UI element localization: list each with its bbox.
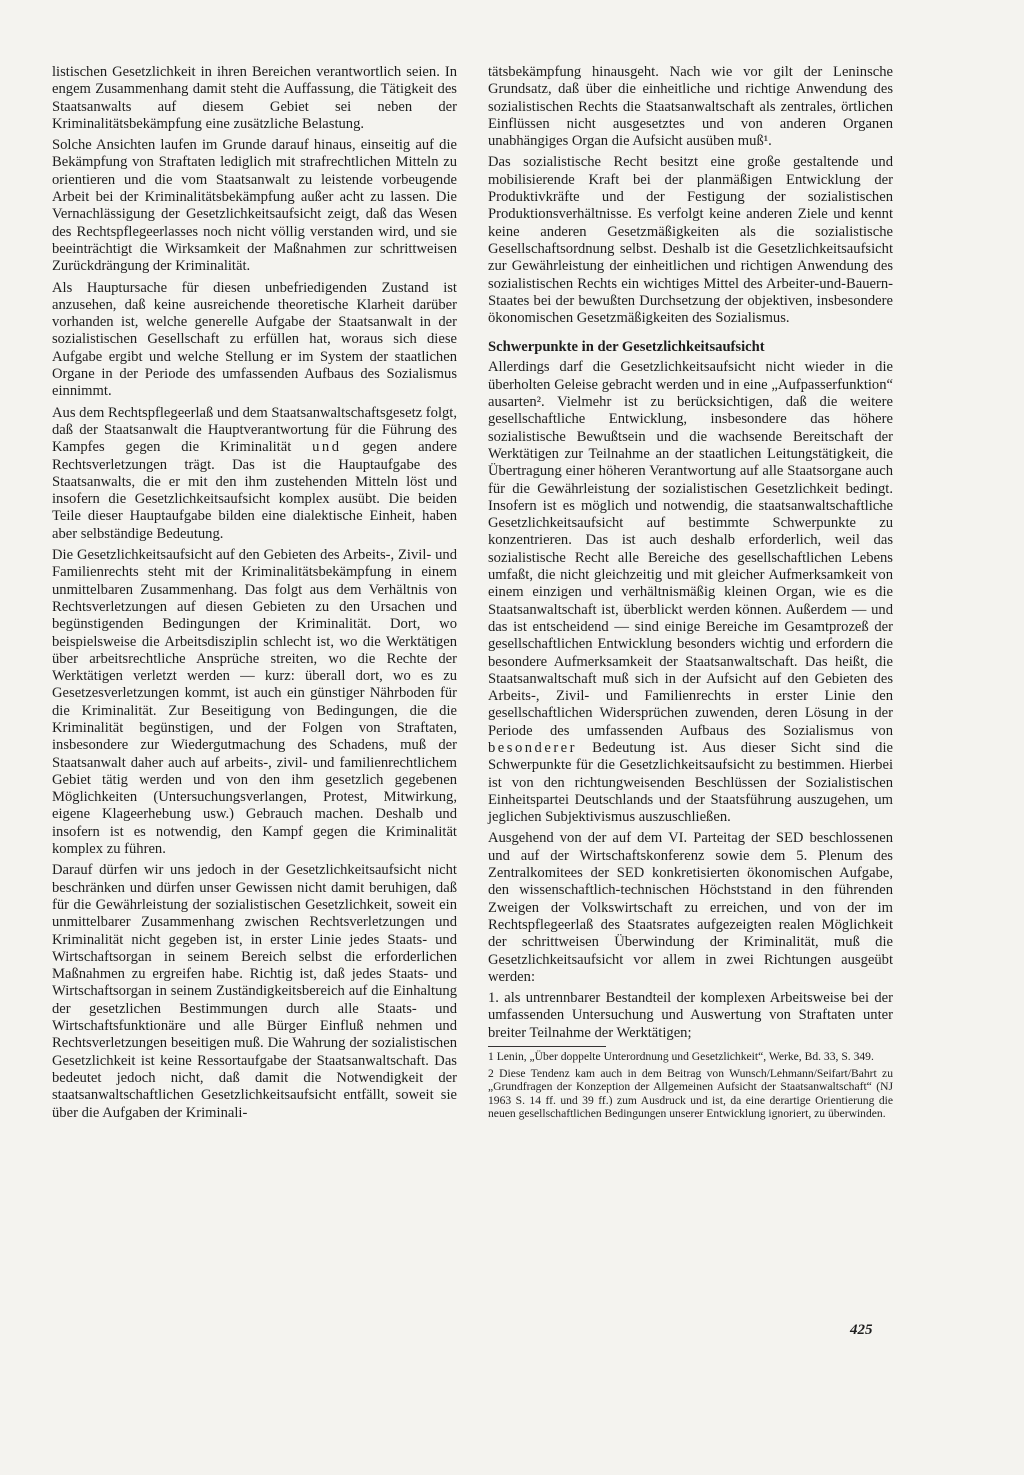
paragraph: Als Hauptursache für diesen unbefriedigenden Zustand ist anzusehen, daß keine ausreichende theoretische Klarheit darüber vorhanden ist, welche generelle Aufgabe der Staatsanwalt in der sozialistischen Gesellschaft zu erfüllen hat, woraus sich diese Aufgabe ergibt und welche Stellung er im System der staatlichen Organe in der Periode des umfassenden Aufbaus des Sozialismus einnimmt. (52, 279, 457, 400)
paragraph: Die Gesetzlichkeitsaufsicht auf den Gebieten des Arbeits-, Zivil- und Familienrechts steht mit der Kriminalitätsbekämpfung in einem unmittelbaren Zusammenhang. Das folgt aus dem Verhältnis von Rechtsverletzungen auf diesen Gebieten zu den Ursachen und begünstigenden Bedingungen der Kriminalität. Dort, wo beispielsweise die Arbeitsdisziplin schlecht ist, wo die Werktätigen über arbeitsrechtliche Ansprüche streiten, wo die Rechte der Werktätigen verletzt werden — kurz: überall dort, wo es zu Gesetzesverletzungen kommt, ist auch ein günstiger Nährboden für die Kriminalität. Zur Beseitigung von Bedingungen, die die Kriminalität begünstigen, und der Folgen von Straftaten, insbesondere zur Wiedergutmachung des Schadens, muß der Staatsanwalt daher auch auf arbeits-, zivil- und familienrechtlichem Gebiet tätig werden und von den ihm gesetzlich gegebenen Möglichkeiten (Untersuchungsverlangen, Protest, Mitwirkung, eigene Klageerhebung usw.) Gebrauch machen. Deshalb und insofern ist es notwendig, den Kampf gegen die Kriminalität komplex zu führen. (52, 547, 457, 858)
footnote-divider (488, 1046, 606, 1047)
text-run: Allerdings darf die Gesetzlichkeitsaufsicht nicht wieder in die überholten Geleise gebracht werden und in eine „Aufpasserfunktion“ ausarten². Vielmehr ist zu berücksichtigen, daß die weitere gesellschaftliche Entwicklung, insbesondere das höhere sozialistische Bewußtsein und die wachsende Bereitschaft der Werktätigen zur Teilnahme an der staatlichen Leitungstätigkeit, die Übertragung einer höheren Verantwortung auf alle Staatsorgane auch für die Gewährleistung der sozialistischen Gesetzlichkeit bedingt. Insofern ist es möglich und notwendig, die staatsanwaltschaftliche Gesetzlichkeitsaufsicht auf bestimmte Schwerpunkte zu konzentrieren. Das ist auch deshalb erforderlich, weil das sozialistische Recht alle Bereiche des gesellschaftlichen Lebens umfaßt, die nicht gleichzeitig und mit gleicher Aufmerksamkeit von einem einzigen und verhältnismäßig kleinen Organ, wie es die Staatsanwaltschaft ist, überblickt werden können. Außerdem — und das ist entscheidend — sind einige Bereiche im Gesamtprozeß der gesellschaftlichen Entwicklung besonders wichtig und erfordern die besondere Aufmerksamkeit der Staatsanwaltschaft. Das heißt, die Staatsanwaltschaft muß sich in der Aufsicht auf den Gebieten des Arbeits-, Zivil- und Familienrechts in erster Linie den gesellschaftlichen Widersprüchen zuwenden, deren Lösung in der Periode des umfassenden Aufbaus des Sozialismus von (488, 359, 893, 739)
spaced-emphasis: besonderer (488, 739, 578, 756)
paragraph: tätsbekämpfung hinausgeht. Nach wie vor gilt der Leninsche Grundsatz, daß über die einheitliche und richtige Anwendung des sozialistischen Rechts die Staatsanwaltschaft als zentrales, örtlichen Einflüssen nicht ausgesetztes und von anderen Organen unabhängiges Organ die Aufsicht ausüben muß¹. (488, 64, 893, 150)
text-run: Bedeutung ist. Aus dieser Sicht sind die Schwerpunkte für die Gesetzlichkeitsaufsicht zu bestimmen. Hierbei ist von den richtungweisenden Beschlüssen der Sozialistischen Einheitspartei Deutschlands und der Staatsführung auszugehen, um jeglichen Subjektivismus auszuschließen. (488, 739, 893, 826)
left-column (52, 64, 457, 1126)
text-run: gegen andere Rechtsverletzungen trägt. Das ist die Hauptaufgabe des Staatsanwalts, die er mit den ihm zustehenden Mitteln löst und insofern die Gesetzlichkeitsaufsicht komplex ausübt. Die beiden Teile dieser Hauptaufgabe bilden eine dialektische Einheit, haben aber selbständige Bedeutung. (52, 439, 457, 542)
paragraph (488, 359, 893, 826)
list-item: 1. als untrennbarer Bestandteil der komplexen Arbeitsweise bei der umfassenden Untersuchung und Auswertung von Straftaten unter breiter Teilnahme der Werktätigen; (488, 990, 893, 1041)
paragraph: Das sozialistische Recht besitzt eine große gestaltende und mobilisierende Kraft bei der planmäßigen Entwicklung der Produktivkräfte und der Festigung der sozialistischen Produktionsverhältnisse. Es verfolgt keine anderen Ziele und kennt keine anderen Gesetzmäßigkeiten als die sozialistische Gesellschaftsordnung selbst. Deshalb ist die Gesetzlichkeitsaufsicht zur Gewährleistung der einheitlichen und richtigen Anwendung des sozialistischen Rechts ein wichtiges Mittel des Arbeiter-und-Bauern-Staates bei der bewußten Durchsetzung der objektiven, insbesondere ökonomischen Gesetzmäßigkeiten des Sozialismus. (488, 154, 893, 327)
paragraph: Ausgehend von der auf dem VI. Parteitag der SED beschlossenen und auf der Wirtschaftskonferenz sowie dem 5. Plenum des Zentralkomitees der SED konkretisierten ökonomischen Aufgabe, den wissenschaftlich-technischen Höchststand in den führenden Zweigen der Volkswirtschaft zu erreichen, und von der im Rechtspflegeerlaß des Staatsrates aufgezeigten realen Möglichkeit der schrittweisen Überwindung der Kriminalität, muß die Gesetzlichkeitsaufsicht vor allem in zwei Richtungen ausgeübt werden: (488, 830, 893, 985)
footnote-1: 1 Lenin, „Über doppelte Unterordnung und Gesetzlichkeit“, Werke, Bd. 33, S. 349. (488, 1050, 874, 1064)
text-run: Aus dem Rechtspflegeerlaß und dem Staatsanwaltschaftsgesetz folgt, daß der Staatsanwalt die Hauptverantwortung für die Führung des Kampfes gegen die Kriminalität (52, 404, 457, 456)
section-heading: Schwerpunkte in der Gesetzlichkeitsaufsicht (488, 339, 765, 356)
paragraph: listischen Gesetzlichkeit in ihren Bereichen verantwortlich seien. In engem Zusammenhang damit steht die Auffassung, die Tätigkeit des Staatsanwalts auf diesem Gebiet sei neben der Kriminalitätsbekämpfung eine zusätzliche Belastung. (52, 64, 457, 132)
page-number: 425 (850, 1322, 873, 1338)
paragraph: Darauf dürfen wir uns jedoch in der Gesetzlichkeitsaufsicht nicht beschränken und dürfen unser Gewissen nicht damit beruhigen, daß für die Gewährleistung der sozialistischen Gesetzlichkeit, soweit ein unmittelbarer Zusammenhang zwischen Rechtsverletzungen und Kriminalität nicht gegeben ist, in erster Linie jedes Staats- und Wirtschaftsorgan in seinem Bereich selbst die erforderlichen Maßnahmen zu ergreifen habe. Richtig ist, daß jedes Staats- und Wirtschaftsorgan in seinem Zuständigkeitsbereich auf die Einhaltung der gesetzlichen Bestimmungen durch alle Staats- und Wirtschaftsfunktionäre und alle Bürger Einfluß nehmen und Rechtsverletzungen beseitigen muß. Die Wahrung der sozialistischen Gesetzlichkeit ist keine Ressortaufgabe der Staatsanwaltschaft. Das bedeutet jedoch nicht, daß damit die Notwendigkeit der staatsanwaltschaftlichen Gesetzlichkeitsaufsicht entfällt, soweit sie über die Aufgaben der Kriminali- (52, 862, 457, 1121)
paragraph (52, 405, 457, 543)
right-column (488, 64, 893, 1124)
paragraph: Solche Ansichten laufen im Grunde darauf hinaus, einseitig auf die Bekämpfung von Straftaten lediglich mit strafrechtlichen Mitteln zu orientieren und die vom Staatsanwalt zu leistende vorbeugende Arbeit bei der Kriminalitätsbekämpfung außer acht zu lassen. Die Vernachlässigung der Gesetzlichkeitsaufsicht zeigt, daß das Wesen des Rechtspflegeerlasses noch nicht völlig verstanden wird, und sie beeinträchtigt die Wirksamkeit der Maßnahmen zur schrittweisen Zurückdrängung der Kriminalität. (52, 137, 457, 275)
spaced-emphasis: und (312, 439, 342, 456)
footnote-2: 2 Diese Tendenz kam auch in dem Beitrag von Wunsch/Lehmann/Seifart/Bahrt zu „Grundfragen der Konzeption der Allgemeinen Aufsicht der Staatsanwaltschaft“ (NJ 1963 S. 14 ff. und 39 ff.) zum Ausdruck und ist, da eine derartige Orientierung die neuen gesellschaftlichen Bedingungen unserer Entwicklung ignoriert, zu überwinden. (488, 1067, 893, 1120)
